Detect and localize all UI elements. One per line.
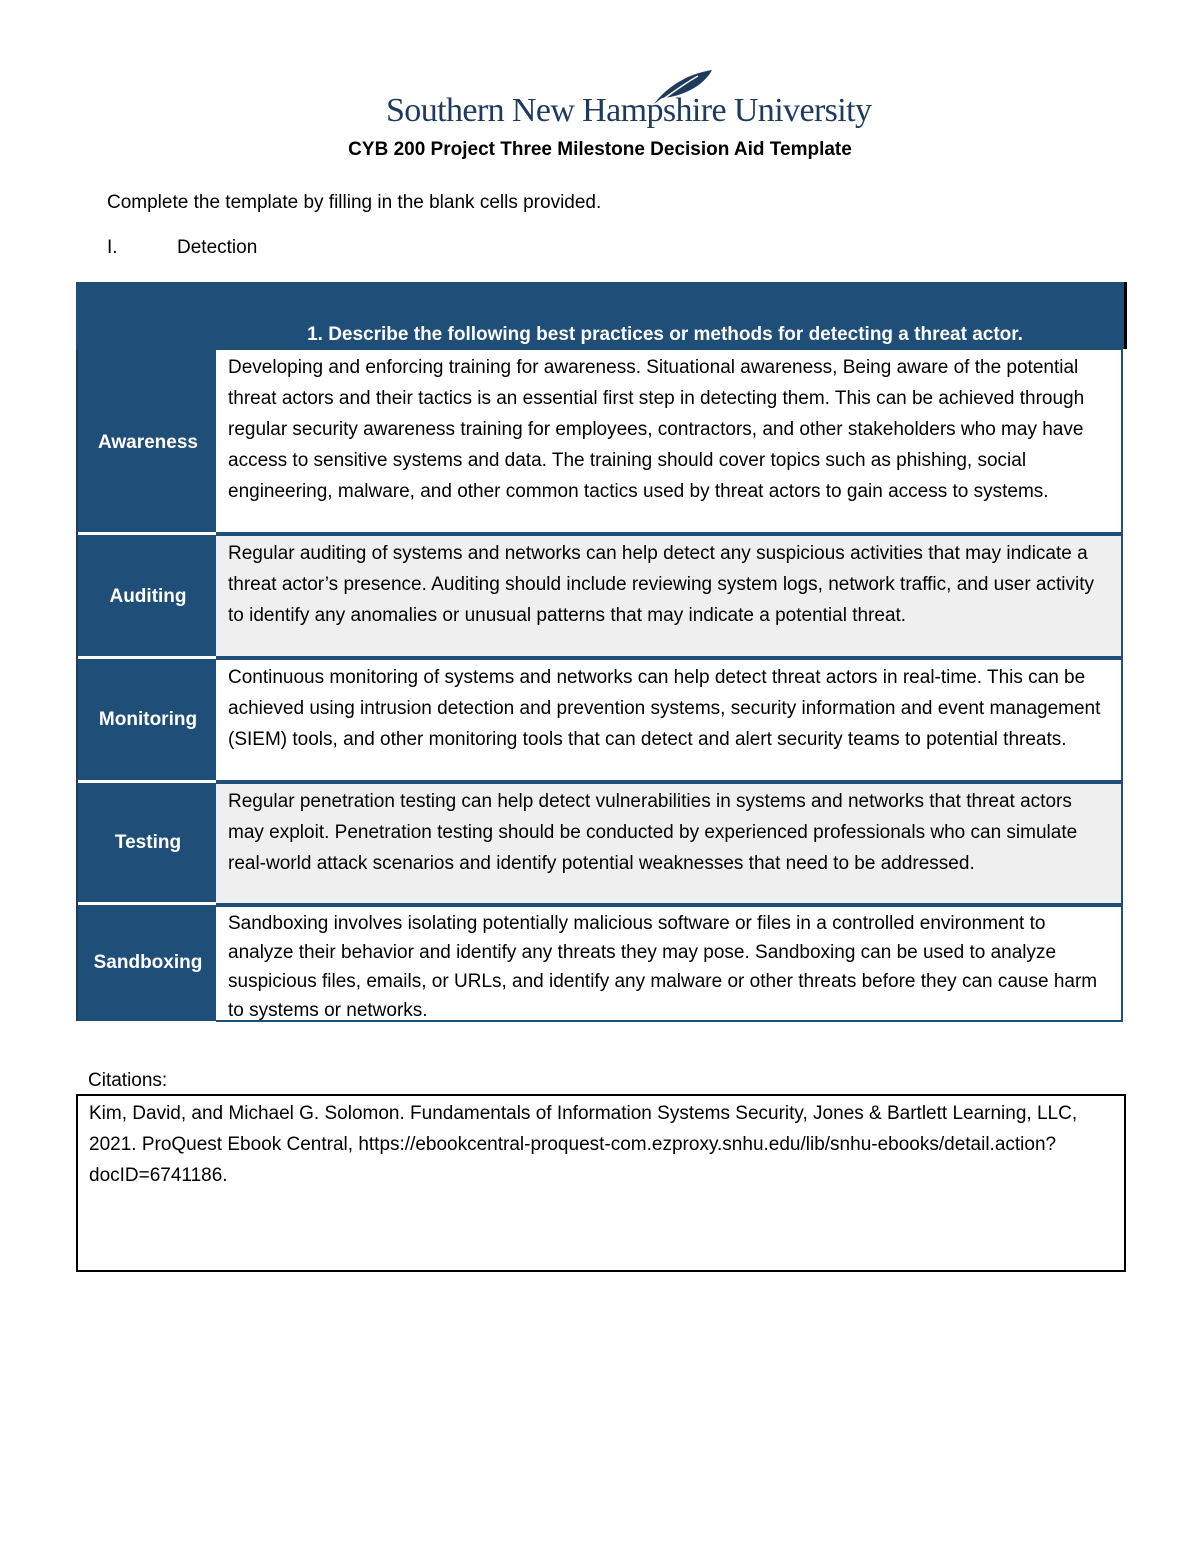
- row-label-sandboxing: Sandboxing: [93, 952, 203, 973]
- snhu-logo: [386, 68, 872, 138]
- auditing-description: Regular auditing of systems and networks can help detect any suspicious activities that may indicate a threat actor’s presence. Auditing should include reviewing system logs, network traffic, and user activity to identify any anomalies or unusual patterns that may indicate a potential threat.: [216, 534, 1123, 658]
- section-heading: [107, 237, 257, 259]
- sandboxing-description: Sandboxing involves isolating potentially malicious software or files in a controlled environment to analyze their behavior and identify any threats they may pose. Sandboxing can be used to analyze suspicious files, emails, or URLs, and identify any malware or other threats before they can cause harm to systems or networks.: [216, 905, 1123, 1022]
- detection-table: [76, 282, 1126, 1022]
- instructions-text: Complete the template by filling in the blank cells provided.: [107, 192, 602, 213]
- monitoring-description: Continuous monitoring of systems and networks can help detect threat actors in real-time. This can be achieved using intrusion detection and prevention systems, security information and event management (SIEM) tools, and other monitoring tools that can detect and alert security teams to potential threats.: [216, 658, 1123, 782]
- document-title: CYB 200 Project Three Milestone Decision Aid Template: [348, 139, 852, 160]
- citations-label: Citations:: [88, 1070, 168, 1091]
- row-label-column: [76, 349, 218, 1021]
- table-header-text: 1. Describe the following best practices or methods for detecting a threat actor.: [307, 324, 1023, 345]
- row-label-awareness: Awareness: [98, 432, 198, 453]
- logo-text: Southern New Hampshire University: [386, 92, 872, 129]
- testing-description: Regular penetration testing can help detect vulnerabilities in systems and networks that threat actors may exploit. Penetration testing should be conducted by experienced professionals who can simulate real-world attack scenarios and identify potential weaknesses that need to be addressed.: [216, 782, 1123, 905]
- row-label-auditing: Auditing: [109, 586, 187, 607]
- section-title: Detection: [177, 237, 258, 258]
- row-divider: [78, 532, 218, 535]
- row-divider: [78, 780, 218, 783]
- row-divider: [78, 902, 218, 905]
- table-header: [76, 282, 1127, 349]
- section-number: I.: [107, 237, 118, 258]
- awareness-description: Developing and enforcing training for awareness. Situational awareness, Being aware of the potential threat actors and their tactics is an essential first step in detecting them. This can be achieved through regular security awareness training for employees, contractors, and other stakeholders who may have access to sensitive systems and data. The training should cover topics such as phishing, social engineering, malware, and other common tactics used by threat actors to gain access to systems.: [216, 348, 1123, 534]
- row-label-testing: Testing: [114, 832, 182, 853]
- row-label-monitoring: Monitoring: [98, 709, 198, 730]
- citation-text-box: Kim, David, and Michael G. Solomon. Fundamentals of Information Systems Security, Jones & Bartlett Learning, LLC, 2021. ProQuest Ebook Central, https://ebookcentral-proquest-com.ezproxy.snhu.edu/lib/snhu-ebooks/detail.action?docID=6741186.: [76, 1094, 1126, 1272]
- row-divider: [78, 656, 218, 659]
